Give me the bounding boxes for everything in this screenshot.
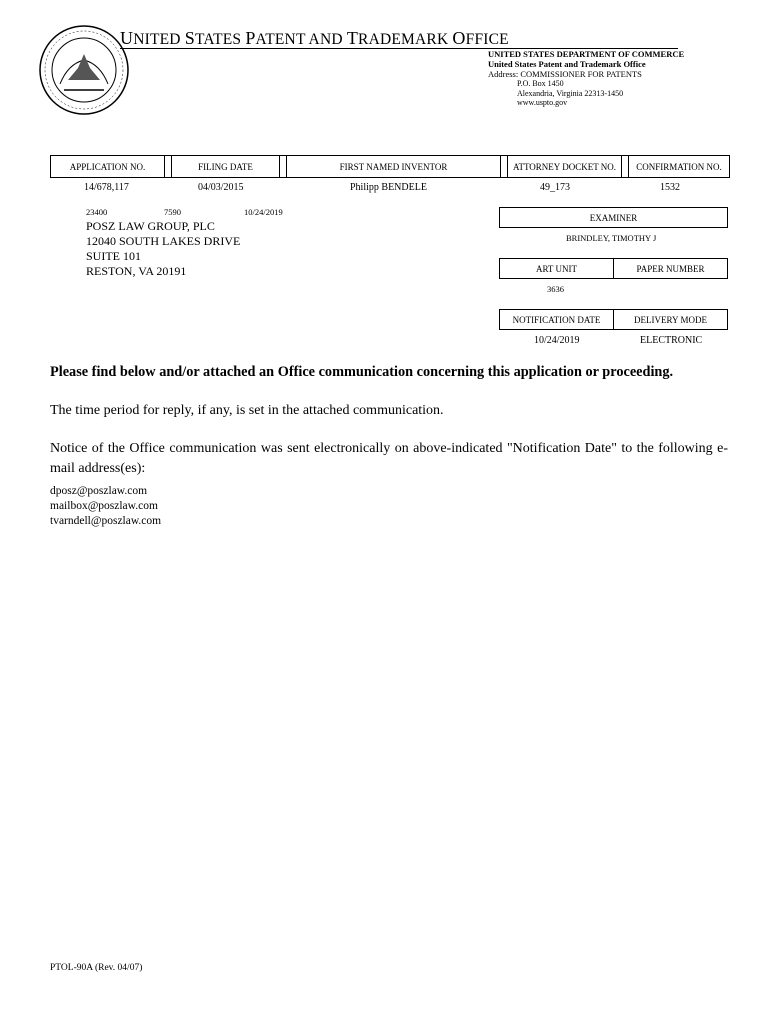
header-gap bbox=[622, 156, 629, 177]
email-address: dposz@poszlaw.com bbox=[50, 485, 148, 497]
art-unit-header bbox=[499, 258, 728, 279]
application-no-value: 14/678,117 bbox=[84, 182, 129, 193]
header-docket-no: ATTORNEY DOCKET NO. bbox=[508, 156, 622, 177]
header-gap bbox=[280, 156, 287, 177]
email-list bbox=[50, 484, 161, 529]
mailing-address bbox=[86, 219, 240, 279]
time-period-text: The time period for reply, if any, is set in the attached communication. bbox=[50, 403, 444, 418]
dept-website: www.uspto.gov bbox=[517, 98, 568, 107]
header-application-no: APPLICATION NO. bbox=[51, 156, 165, 177]
notification-date-value: 10/24/2019 bbox=[534, 335, 580, 346]
title-rest-2: TATES bbox=[194, 31, 246, 48]
title-rest-1: NITED bbox=[133, 31, 185, 48]
department-block bbox=[488, 49, 684, 108]
address-line: RESTON, VA 20191 bbox=[86, 264, 187, 278]
filing-date-value: 04/03/2015 bbox=[198, 182, 244, 193]
email-address: tvarndell@poszlaw.com bbox=[50, 515, 162, 527]
correspondence-date: 10/24/2019 bbox=[244, 207, 283, 217]
dept-city: Alexandria, Virginia 22313-1450 bbox=[517, 88, 624, 98]
address-line: POSZ LAW GROUP, PLC bbox=[86, 219, 215, 233]
title-cap-4: T bbox=[346, 28, 359, 48]
confirmation-no-value: 1532 bbox=[660, 182, 680, 193]
header-first-inventor: FIRST NAMED INVENTOR bbox=[287, 156, 501, 177]
title-rest-5: FFICE bbox=[465, 31, 509, 48]
notice-text: Notice of the Office communication was sent electronically on above-indicated "Notification Date" to the following e-mail address(es): bbox=[50, 441, 728, 476]
notification-header bbox=[499, 309, 728, 330]
header-confirmation-no: CONFIRMATION NO. bbox=[636, 161, 722, 172]
form-id: PTOL-90A (Rev. 04/07) bbox=[50, 963, 143, 973]
title-rest-3: ATENT AND bbox=[255, 31, 347, 48]
art-unit-label: ART UNIT bbox=[500, 259, 614, 278]
title-cap-5: O bbox=[452, 28, 466, 48]
dept-line2: United States Patent and Trademark Office bbox=[488, 59, 646, 69]
header-filing-date: FILING DATE bbox=[172, 156, 280, 177]
examiner-name: BRINDLEY, TIMOTHY J bbox=[566, 233, 657, 243]
dept-line1: UNITED STATES DEPARTMENT OF COMMERCE bbox=[488, 49, 685, 59]
header-gap bbox=[501, 156, 508, 177]
email-address: mailbox@poszlaw.com bbox=[50, 500, 158, 512]
art-unit-value: 3636 bbox=[547, 284, 564, 294]
headline: Please find below and/or attached an Office communication concerning this application or proceeding. bbox=[50, 364, 674, 380]
header-gap bbox=[165, 156, 172, 177]
title-rest-4: RADEMARK bbox=[358, 31, 453, 48]
dept-address bbox=[488, 69, 684, 79]
info-table-header bbox=[50, 155, 730, 178]
address-line: 12040 SOUTH LAKES DRIVE bbox=[86, 234, 241, 248]
paper-number-label: PAPER NUMBER bbox=[636, 263, 705, 274]
inventor-value: Philipp BENDELE bbox=[350, 182, 427, 193]
address-label: Address: bbox=[488, 69, 519, 79]
delivery-mode-label: DELIVERY MODE bbox=[634, 314, 707, 325]
delivery-mode-value: ELECTRONIC bbox=[640, 335, 703, 346]
customer-no: 23400 bbox=[86, 207, 108, 217]
docket-no-value: 49_173 bbox=[540, 182, 570, 193]
address-line: SUITE 101 bbox=[86, 249, 141, 263]
title-cap-1: U bbox=[120, 28, 134, 48]
dept-po-box: P.O. Box 1450 bbox=[517, 79, 564, 88]
title-cap-2: S bbox=[184, 28, 195, 48]
title-cap-3: P bbox=[245, 28, 256, 48]
office-title bbox=[120, 28, 509, 49]
uspto-seal bbox=[38, 24, 130, 116]
address-value: COMMISSIONER FOR PATENTS bbox=[520, 69, 642, 79]
notification-date-label: NOTIFICATION DATE bbox=[500, 310, 614, 329]
examiner-label: EXAMINER bbox=[499, 207, 728, 228]
correspondence-code: 7590 bbox=[164, 207, 181, 217]
